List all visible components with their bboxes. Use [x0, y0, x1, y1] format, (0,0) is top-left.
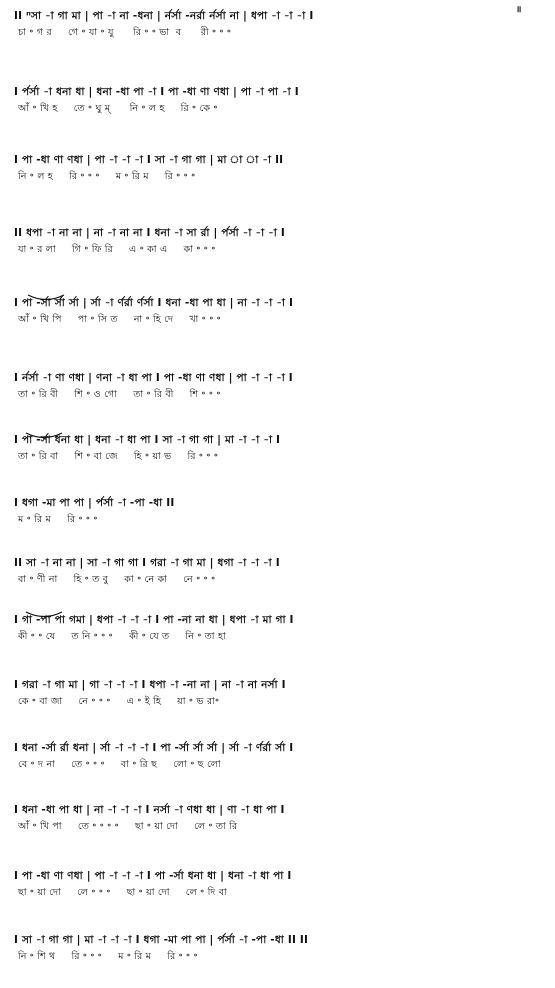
- stave-4: [14, 225, 544, 257]
- stave-7: [14, 432, 544, 464]
- lyrics-line: নি ॰ শি থ রি ॰ ॰ ॰ ম ॰ রি ম রি ॰ ॰ ॰: [18, 951, 198, 962]
- notes-line: II সা -া না না | সা -া গা গা I গরা -া গা মা | ধগা -া -া -া I: [14, 557, 280, 569]
- page-mark: ॥: [516, 5, 522, 15]
- notes-line: I পা -র্সা র্সা র্সা | র্সা -া র্ণর্রা র্ণর্সা I ধনা -ধা পা ধা | না -া -া -া I: [14, 297, 294, 309]
- lyrics-line: চা ॰ গ র গে ॰ যা ॰ যু রি ॰ ॰ ভা ব রী ॰ ॰ ॰: [18, 27, 232, 38]
- notes-line: I ধনা -ধা পা ধা | না -া -া -া I নর্সা -া ণধা ধা | ণা -া ধা পা I: [14, 804, 285, 816]
- stave-3: [14, 152, 544, 184]
- stave-10: [14, 612, 544, 644]
- lyrics-line: আঁ ॰ খি পি পা ॰ সি ত না ॰ হি দে খা ॰ ॰ ॰: [18, 314, 221, 325]
- stave-13: [14, 802, 544, 834]
- lyrics-line: আঁ ॰ খি হ তে ॰ ঘু ম্ নি ॰ ল হ রি ॰ কে ॰: [18, 103, 218, 114]
- stave-5: [14, 295, 544, 327]
- notes-line: I সা -া গা গা | মা -া -া -া I ধগা -মা পা পা | র্পর্সা -া -পা -ধা II II: [14, 934, 309, 946]
- stave-8: [14, 495, 544, 527]
- lyrics-line: নি ॰ ল হ রি ॰ ॰ ॰ ম ॰ রি ম রি ॰ ॰ ॰: [18, 171, 196, 182]
- stave-11: [14, 677, 544, 709]
- notes-line: II ⁿসা -া গা মা | পা -া না -ধনা | র্নর্সা -নর্রা র্নর্সা না | ধপা -া -া -া I: [14, 10, 314, 22]
- stave-14: [14, 868, 544, 900]
- notes-line: I গা -পা পা গমা | ধপা -া -া -া I পা -না না ধা | ধপা -া মা গা I: [14, 614, 294, 626]
- stave-1: [14, 8, 544, 40]
- slur-mark: [24, 431, 64, 441]
- lyrics-line: বা ॰ ণী না হি ॰ ত বু কা ॰ নে কা নে ॰ ॰ ॰: [18, 574, 216, 585]
- lyrics-line: আঁ ॰ খি পা তে ॰ ॰ ॰ ॰ ছা ॰ য়া দো লে ॰ তা রি: [18, 821, 238, 832]
- lyrics-line: ম ॰ রি ম রি ॰ ॰ ॰: [18, 514, 98, 525]
- lyrics-line: তা ॰ রি বা শি ॰ বা জে হি ॰ য়া ভ রি ॰ ॰ ॰: [18, 451, 219, 462]
- lyrics-line: তা ॰ রি বী শি ॰ ও গো তা ॰ রি বী শি ॰ ॰ ॰: [18, 389, 221, 400]
- slur-mark: [24, 610, 64, 620]
- lyrics-line: ছা ॰ য়া দো লে ॰ ॰ ॰ ছা ॰ য়া দো লে ॰ দি বা: [18, 887, 227, 898]
- notes-line: I ধনা -র্সা র্রা ধনা | র্সা -া -া -া I পা -র্সা র্সা র্সা | র্সা -া র্ণর্রা র্সা I: [14, 742, 294, 754]
- lyrics-line: যা ॰ র লা গি ॰ ফি রি এ ॰ কা এ কা ॰ ॰ ॰: [18, 244, 216, 255]
- lyrics-line: কে ॰ বা জা নে ॰ ॰ ॰ এ ॰ ই হি য়া ॰ ভ রা॰: [18, 696, 220, 707]
- lyrics-line: কী ॰ ॰ যে ত নি ॰ ॰ ॰ কী ॰ যে ত নি ॰ তা হা: [18, 631, 226, 642]
- stave-6: [14, 370, 544, 402]
- stave-12: [14, 740, 544, 772]
- stave-2: [14, 84, 544, 116]
- slur-mark: [26, 293, 66, 303]
- notes-line: I পা -ধা ণা ণধা | পা -া -া -া I সা -া গা গা | মা া া -া II: [14, 154, 284, 166]
- notes-line: I র্পর্সা -া ধনা ধা | ধনা -ধা পা -া I পা -ধা ণা ণধা | পা -া পা -া I: [14, 86, 299, 98]
- notes-line: I র্নর্সা -া ণা ণধা | ণনা -া ধা পা I পা -ধা ণা ণধা | পা -া -া -া I: [14, 372, 293, 384]
- lyrics-line: বে ॰ দ না তে ॰ ॰ ॰ বা ॰ রি ছ লো ॰ ছ লো: [18, 759, 221, 770]
- notes-line: I গরা -া গা মা | গা -া -া -া I ধপা -া -না না | না -া না নর্সা I: [14, 679, 286, 691]
- notes-line: II ধপা -া না না | না -া না না I ধনা -া সা র্রা | র্পর্সা -া -া -া I: [14, 227, 285, 239]
- notes-line: I পা -র্সা ধনা ধা | ধনা -া ধা পা I সা -া গা গা | মা -া -া -া I: [14, 434, 281, 446]
- stave-9: [14, 555, 544, 587]
- notes-line: I পা -ধা ণা ণধা | পা -া -া -া I পা -র্সা ধনা ধা | ধনা -া ধা পা I: [14, 870, 292, 882]
- stave-15: [14, 932, 544, 964]
- notes-line: I ধগা -মা পা পা | র্পর্সা -া -পা -ধা II: [14, 497, 175, 509]
